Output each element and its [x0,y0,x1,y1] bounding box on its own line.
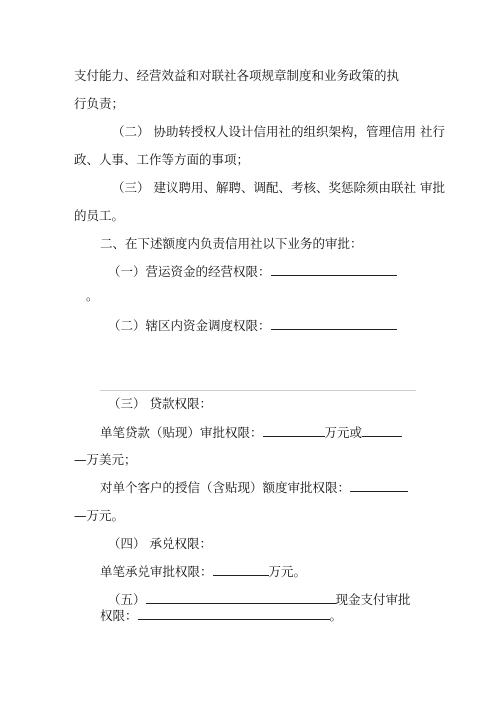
item-4-acceptance-heading: （四） 承兑权限： [108,536,212,551]
loan-single-label: 单笔贷款（贴现）审批权限： [100,425,263,440]
loan-single-continuation: —万美元； [74,452,137,467]
paragraph-3-line-2: 的员工。 [74,208,125,223]
item-5-label: （五） [108,592,146,607]
loan-single-blank-usd [362,425,402,437]
item-1-tail: 。 [86,288,99,303]
acceptance-suffix: 万元。 [268,564,307,579]
item-5-blank [146,592,336,604]
paragraph-1-line-2: 行负责； [74,96,125,111]
paragraph-1-line-1: 支付能力、经营效益和对联社各项规章制度和业务政策的执 [74,68,400,83]
item-1-operating-funds [108,264,397,280]
item-5-cont-blank [138,608,330,620]
item-2-blank [271,318,397,330]
credit-limit-approval [100,480,408,496]
acceptance-approval [100,564,306,580]
acceptance-blank [213,564,269,576]
paragraph-2-line-1: （二） 协助转授权人设计信用社的组织架构，管理信用 社行 [112,124,445,139]
divider-line [100,390,416,391]
item-5-continuation [100,608,342,624]
item-1-label: （一）营运资金的经营权限： [108,264,271,279]
loan-single-approval [100,425,402,441]
loan-single-blank-rmb [263,425,325,437]
item-5-cont-end: 。 [329,608,343,623]
credit-limit-continuation: —万元。 [74,508,125,523]
credit-limit-blank [350,480,408,492]
paragraph-2-line-2: 政、人事、工作等方面的事项； [74,152,250,167]
item-5-suffix: 现金支付审批 [335,592,411,607]
item-2-fund-dispatch [108,318,397,334]
loan-single-mid: 万元或 [324,425,363,440]
acceptance-label: 单笔承兑审批权限： [100,564,213,579]
item-1-blank [271,264,397,276]
item-3-loan-heading: （三） 贷款权限： [108,396,212,411]
item-5-cash-payment [108,592,411,608]
item-5-cont-label: 权限： [100,608,138,623]
credit-limit-label: 对单个客户的授信（含贴现）额度审批权限： [100,480,351,495]
item-2-label: （二）辖区内资金调度权限： [108,318,271,333]
paragraph-3-line-1: （三） 建议聘用、解聘、调配、考核、奖惩除须由联社 审批 [112,180,445,195]
section-2-heading: 二、在下述额度内负责信用社以下业务的审批： [100,236,363,251]
